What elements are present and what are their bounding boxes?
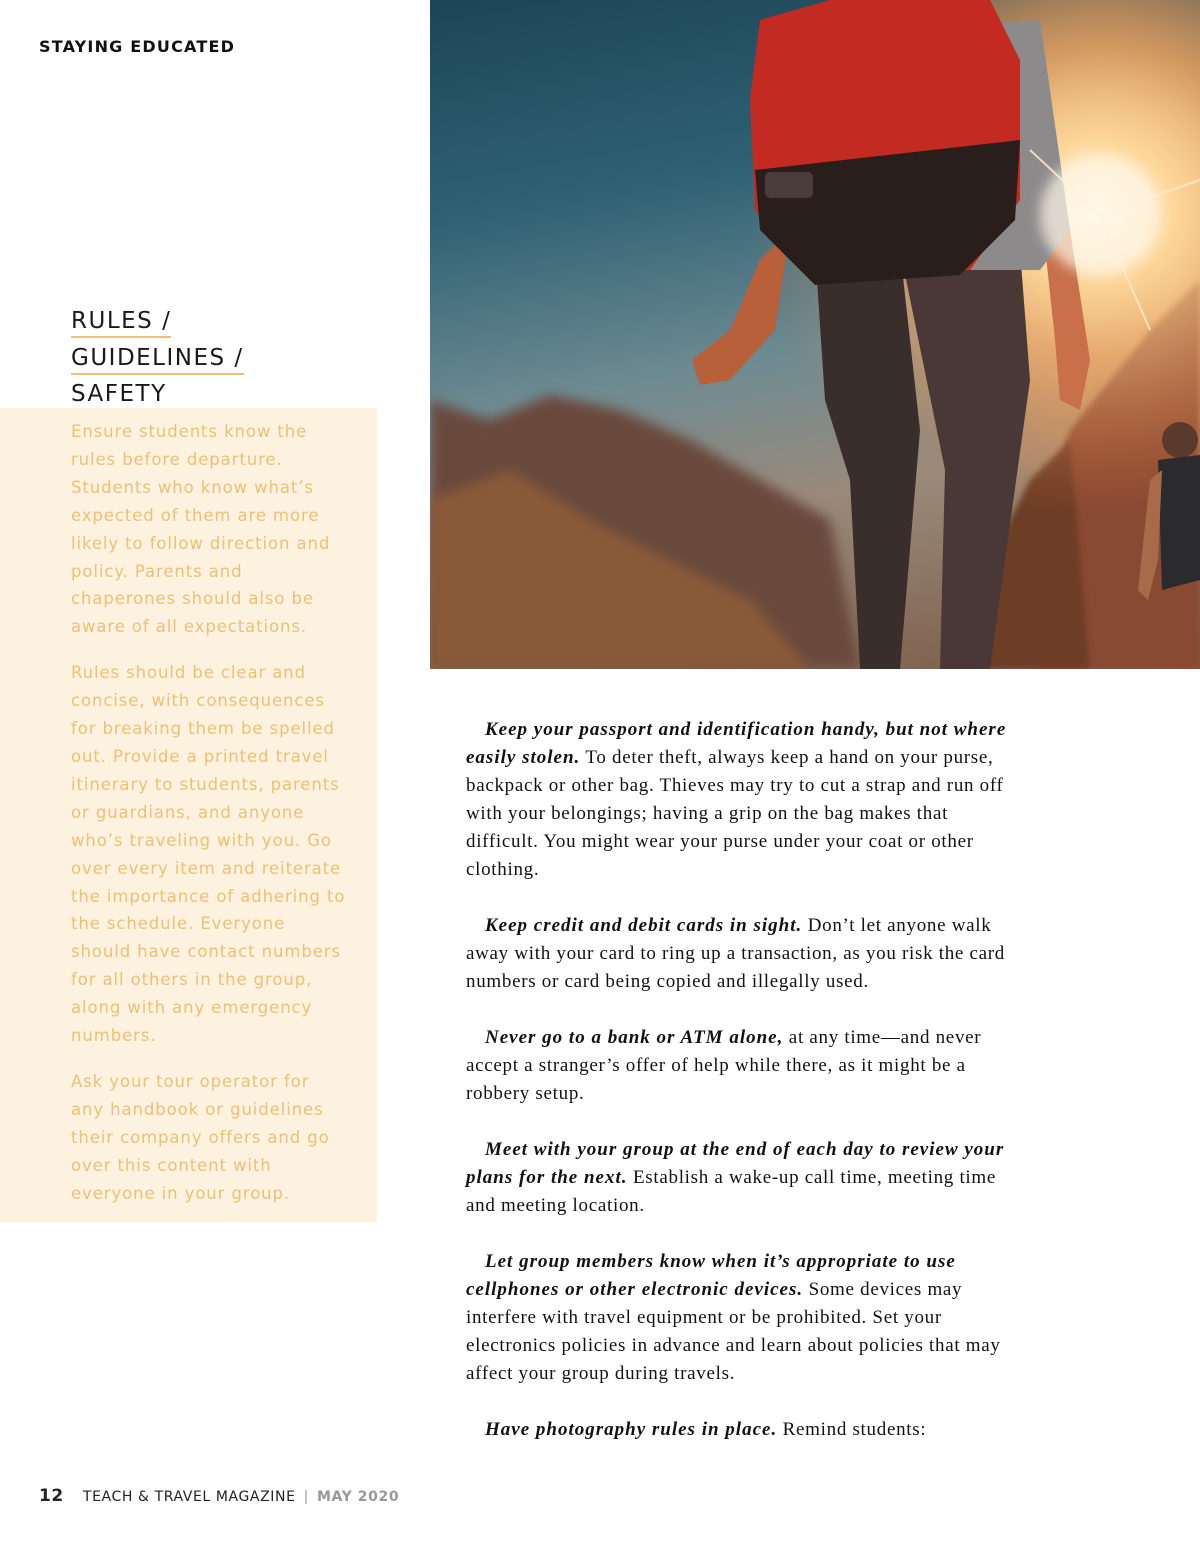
tip-body: Remind students: <box>777 1419 927 1440</box>
sidebar-title <box>71 303 244 413</box>
tip-lead: Never go to a bank or ATM alone, <box>485 1027 784 1048</box>
tip-paragraph <box>466 1416 1011 1444</box>
sidebar-title-line-3: SAFETY <box>71 380 167 411</box>
sidebar-title-line-1: RULES / <box>71 307 171 338</box>
issue-date: MAY 2020 <box>316 1489 400 1505</box>
tip-paragraph <box>466 1248 1011 1388</box>
tip-lead: Keep credit and debit cards in sight. <box>485 915 803 936</box>
tip-body: To deter theft, always keep a hand on your purse, backpack or other bag. Thieves may try to cut a strap and run off with your belongings; having a grip on the bag makes that difficult. You might wear your purse under your coat or other clothing. <box>466 747 1004 880</box>
tip-paragraph <box>466 1024 1011 1108</box>
hero-photo <box>430 0 1200 669</box>
hiker-illustration <box>430 0 1200 669</box>
sidebar-paragraph: Ask your tour operator for any handbook or guidelines their company offers and go over this content with everyone in your group. <box>71 1071 330 1203</box>
tip-body: Establish a wake-up call time, meeting time and meeting location. <box>466 1167 997 1216</box>
tip-body: Some devices may interfere with travel equipment or be prohibited. Set your electronics policies in advance and learn about policies that may affect your group during travels. <box>466 1279 1001 1384</box>
page-footer <box>39 1486 399 1506</box>
tip-lead: Let group members know when it’s appropriate to use cellphones or other electronic devices. <box>466 1251 956 1300</box>
sidebar-title-line-2: GUIDELINES / <box>71 344 244 375</box>
section-label: STAYING EDUCATED <box>39 37 236 56</box>
tip-paragraph <box>466 716 1011 884</box>
footer-separator: | <box>303 1489 309 1505</box>
magazine-name: TEACH & TRAVEL MAGAZINE <box>82 1489 296 1505</box>
tip-lead: Have photography rules in place. <box>485 1419 778 1440</box>
article-body <box>466 716 1011 1472</box>
tip-body: at any time—and never accept a stranger’s offer of help while there, as it might be a robbery setup. <box>466 1027 982 1104</box>
tip-body: Don’t let anyone walk away with your card to ring up a transaction, as you risk the card numbers or card being copied and illegally used. <box>466 915 1005 992</box>
page-number: 12 <box>39 1486 64 1506</box>
sidebar-paragraph: Rules should be clear and concise, with consequences for breaking them be spelled out. Provide a printed travel itinerary to students, parents or guardians, and anyone who’s traveling with you. Go over every item and reiterate the importance of adhering to the schedule. Everyone should have contact numbers for all others in the group, along with any emergency numbers. <box>71 663 346 1046</box>
sidebar-text <box>71 418 346 1225</box>
tip-lead: Meet with your group at the end of each day to review your plans for the next. <box>466 1139 1005 1188</box>
tip-lead: Keep your passport and identification handy, but not where easily stolen. <box>466 719 1007 768</box>
sidebar-paragraph: Ensure students know the rules before departure. Students who know what’s expected of them are more likely to follow direction and policy. Parents and chaperones should also be aware of all expectations. <box>71 422 331 637</box>
tip-paragraph <box>466 1136 1011 1220</box>
tip-paragraph <box>466 912 1011 996</box>
